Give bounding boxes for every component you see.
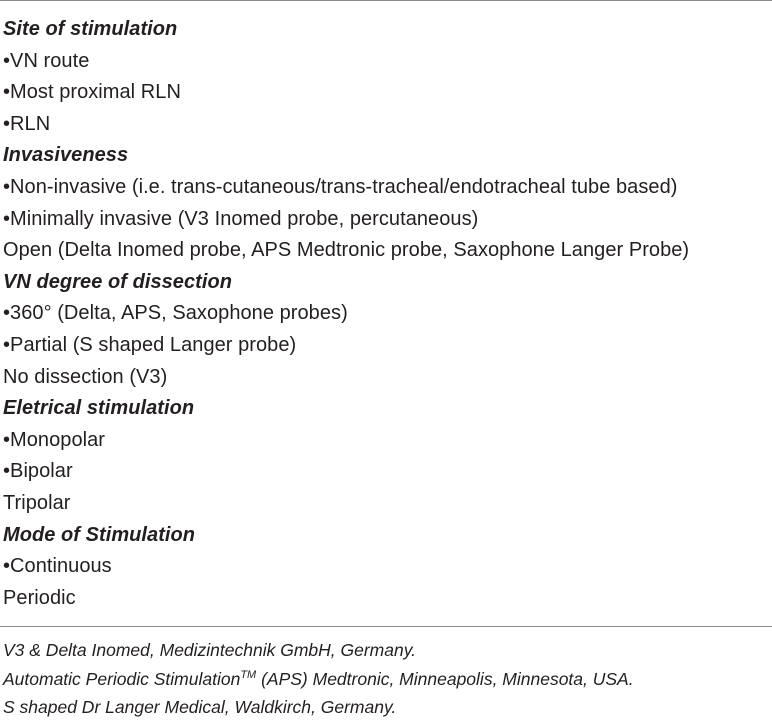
list-item: No dissection (V3) [3, 365, 168, 388]
footnote-langer: S shaped Dr Langer Medical, Waldkirch, Germany. [3, 697, 397, 717]
table-footnotes [3, 636, 634, 722]
list-item: Tripolar [3, 491, 71, 514]
table-bottom-rule [0, 626, 772, 627]
section-heading: VN degree of dissection [3, 270, 232, 293]
list-item: •Most proximal RLN [3, 81, 181, 104]
list-item: •Continuous [3, 555, 112, 578]
footnote-medtronic [3, 665, 634, 694]
section-heading: Eletrical stimulation [3, 397, 195, 420]
section-heading: Mode of Stimulation [3, 523, 196, 546]
list-item: •VN route [3, 49, 90, 72]
footnote-medtronic-text-rest: (APS) Medtronic, Minneapolis, Minnesota, USA. [256, 668, 634, 689]
list-item: •Bipolar [3, 460, 73, 483]
list-item: •Monopolar [3, 428, 106, 451]
section-heading: Invasiveness [3, 144, 129, 167]
list-item: Open (Delta Inomed probe, APS Medtronic probe, Saxophone Langer Probe) [3, 239, 690, 262]
footnote-inomed: V3 & Delta Inomed, Medizintechnik GmbH, Germany. [3, 640, 417, 660]
list-item: •Non-invasive (i.e. trans-cutaneous/trans-tracheal/endotracheal tube based) [3, 175, 678, 198]
list-item: •Partial (S shaped Langer probe) [3, 333, 297, 356]
table-top-rule [0, 0, 772, 1]
section-heading: Site of stimulation [3, 18, 178, 40]
list-item: •Minimally invasive (V3 Inomed probe, percutaneous) [3, 207, 479, 230]
list-item: •RLN [3, 112, 51, 135]
trademark-mark: TM [240, 668, 257, 681]
table-body [3, 14, 689, 614]
list-item: •360° (Delta, APS, Saxophone probes) [3, 302, 348, 325]
footnote-medtronic-text: Automatic Periodic Stimulation [3, 668, 241, 689]
list-item: Periodic [3, 586, 76, 609]
